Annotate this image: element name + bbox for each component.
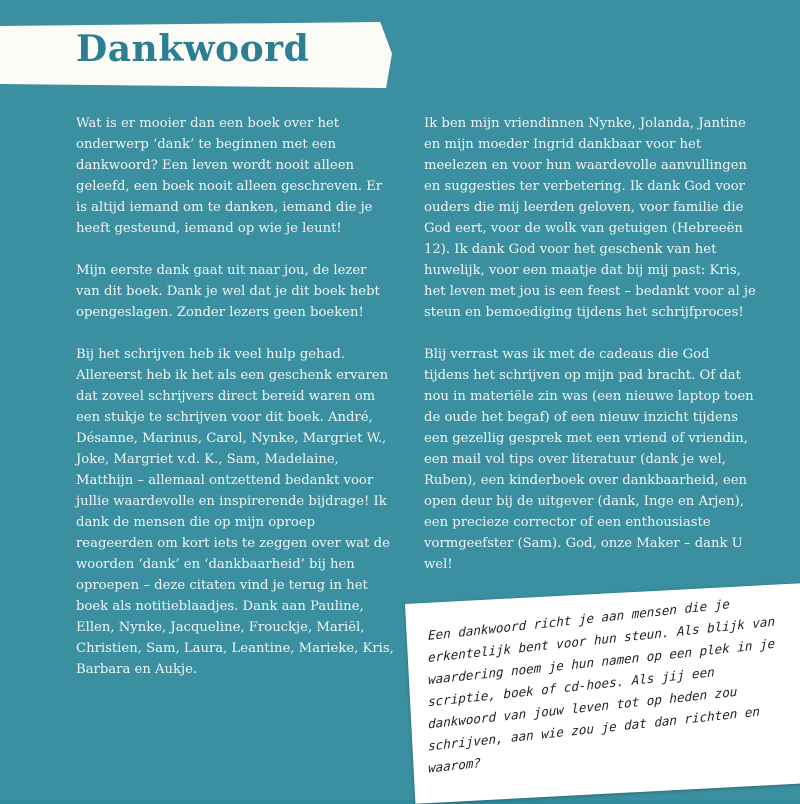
page-title: Dankwoord: [76, 28, 310, 70]
right-paragraph-1: Ik ben mijn vriendinnen Nynke, Jolanda, Jantine en mijn moeder Ingrid dankbaar voor het meelezen en voor hun waardevolle aanvullingen en suggesties ter verbetering. Ik dank God voor ouders die mij leerden geloven, voor familie die God eert, voor de wolk van getuigen (Hebreeën 12). Ik dank God voor het geschenk van het huwelijk, voor een maatje dat bij mij past: Kris, het leven met jou is een feest – bedankt voor al je steun en bemoediging tijdens het schrijfproces!: [424, 116, 756, 320]
left-paragraph-2: Mijn eerste dank gaat uit naar jou, de lezer van dit boek. Dank je wel dat je dit boek hebt opengeslagen. Zonder lezers geen boeken!: [76, 263, 380, 320]
left-column: [76, 113, 394, 701]
right-column: [424, 113, 758, 596]
left-paragraph-1: Wat is er mooier dan een boek over het onderwerp ‘dank’ te beginnen met een dankwoord? Een leven wordt nooit alleen geleefd, een boek nooit alleen geschreven. Er is altijd iemand om te danken, iemand die je heeft gesteund, iemand op wie je leunt!: [76, 116, 383, 236]
left-paragraph-3: Bij het schrijven heb ik veel hulp gehad. Allereerst heb ik het als een geschenk ervaren dat zoveel schrijvers direct bereid waren om een stukje te schrijven voor dit boek. André, Désanne, Marinus, Carol, Nynke, Margriet W., Joke, Margriet v.d. K., Sam, Madelaine, Matthijn – allemaal ontzettend bedankt voor jullie waardevolle en inspirerende bijdrage! Ik dank de mensen die op mijn oproep reageerden om kort iets te zeggen over wat de woorden ‘dank’ en ‘dankbaarheid’ bij hen oproepen – deze citaten vind je terug in het boek als notitieblaadjes. Dank aan Pauline, Ellen, Nynke, Jacqueline, Frouckje, Mariël, Christien, Sam, Laura, Leantine, Marieke, Kris, Barbara en Aukje.: [76, 347, 394, 677]
note-card: [405, 583, 800, 804]
right-paragraph-2: Blij verrast was ik met de cadeaus die God tijdens het schrijven op mijn pad bracht. Of dat nou in materiële zin was (een nieuwe laptop toen de oude het begaf) of een nieuw inzicht tijdens een gezellig gesprek met een vriend of vriendin, een mail vol tips over literatuur (dank je wel, Ruben), een kinderboek over dankbaarheid, een open deur bij de uitgever (dank, Inge en Arjen), een precieze corrector of een enthousiaste vormgeefster (Sam). God, onze Maker – dank U wel!: [424, 347, 754, 572]
note-text: Een dankwoord richt je aan mensen die je erkentelijk bent voor hun steun. Als blijk van waardering noem je hun namen op een plek in je scriptie, boek of cd-hoes. Als jij een dankwoord van jouw leven tot op heden zou schrijven, aan wie zou je dat dan richten en waarom?: [428, 596, 775, 776]
